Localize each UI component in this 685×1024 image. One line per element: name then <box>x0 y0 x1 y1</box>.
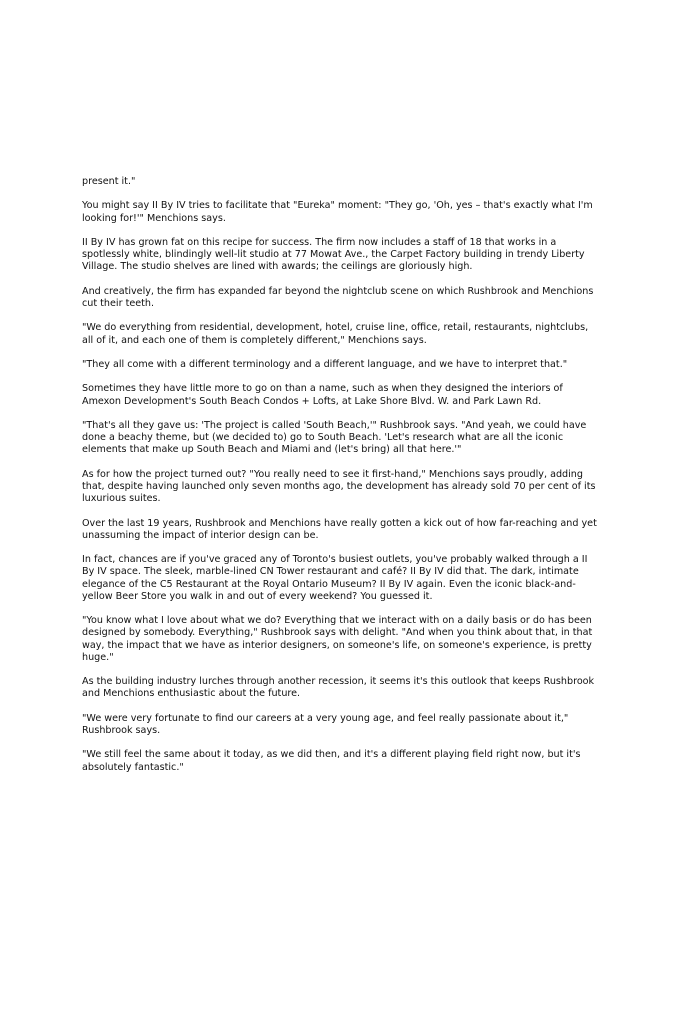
paragraph: As the building industry lurches through another recession, it seems it's this outlook that keeps Rushbrook and Menchions enthusiastic about the future. <box>82 676 595 700</box>
paragraph: And creatively, the firm has expanded far beyond the nightclub scene on which Rushbrook and Menchions cut their teeth. <box>82 285 594 309</box>
paragraph: "You know what I love about what we do? Everything that we interact with on a daily basis or do has been designed by somebody. Everything," Rushbrook says with delight. "And when you think about that, in that way, the impact that we have as interior designers, on someone's life, on someone's experience, is pretty huge." <box>82 615 593 663</box>
paragraph: In fact, chances are if you've graced any of Toronto's busiest outlets, you've probably walked through a II By IV space. The sleek, marble-lined CN Tower restaurant and café? II By IV did that. The dark, intimate elegance of the C5 Restaurant at the Royal Ontario Museum? II By IV again. Even the iconic black-and-yellow Beer Store you walk in and out of every weekend? You guessed it. <box>82 554 588 602</box>
paragraph: You might say II By IV tries to facilitate that "Eureka" moment: "They go, 'Oh, yes – that's exactly what I'm looking for!'" Menchions says. <box>82 200 593 224</box>
paragraph: "That's all they gave us: 'The project is called 'South Beach,'" Rushbrook says. "And yeah, we could have done a beachy theme, but (we decided to) go to South Beach. 'Let's research what are all the iconic elements that make up South Beach and Miami and (let's bring) all that here.'" <box>82 419 587 456</box>
paragraph: "They all come with a different terminology and a different language, and we have to interpret that." <box>82 358 568 370</box>
article-body <box>82 176 602 786</box>
paragraph: "We do everything from residential, development, hotel, cruise line, office, retail, restaurants, nightclubs, all of it, and each one of them is completely different," Menchions says. <box>82 322 589 346</box>
paragraph: II By IV has grown fat on this recipe for success. The firm now includes a staff of 18 that works in a spotlessly white, blindingly well-lit studio at 77 Mowat Ave., the Carpet Factory building in trendy Liberty Village. The studio shelves are lined with awards; the ceilings are gloriously high. <box>82 236 585 273</box>
paragraph: "We still feel the same about it today, as we did then, and it's a different playing field right now, but it's absolutely fantastic." <box>82 749 581 773</box>
paragraph: present it." <box>82 176 136 187</box>
paragraph: "We were very fortunate to find our careers at a very young age, and feel really passionate about it," Rushbrook says. <box>82 712 569 736</box>
paragraph: Sometimes they have little more to go on than a name, such as when they designed the interiors of Amexon Development's South Beach Condos + Lofts, at Lake Shore Blvd. W. and Park Lawn Rd. <box>82 383 563 407</box>
paragraph: Over the last 19 years, Rushbrook and Menchions have really gotten a kick out of how far-reaching and yet unassuming the impact of interior design can be. <box>82 517 597 541</box>
paragraph: As for how the project turned out? "You really need to see it first-hand," Menchions says proudly, adding that, despite having launched only seven months ago, the development has already sold 70 per cent of its luxurious suites. <box>82 468 596 505</box>
